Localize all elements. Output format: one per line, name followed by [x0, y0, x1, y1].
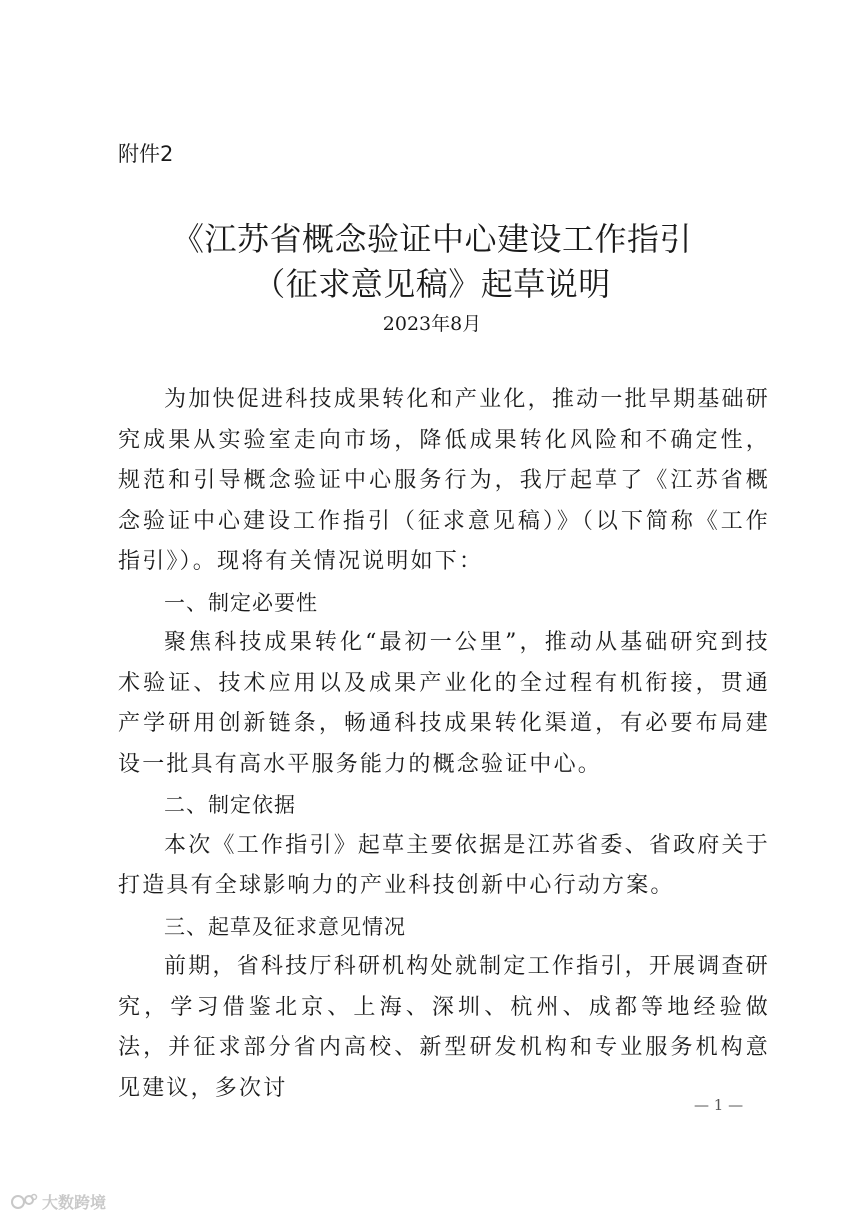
document-date: 2023年8月	[382, 313, 482, 335]
section-1-heading: 一、制定必要性	[164, 590, 318, 615]
watermark-text: 大数跨境	[42, 1193, 107, 1212]
document-title-line-2: （征求意见稿》起草说明	[253, 265, 611, 303]
section-1-paragraph: 聚焦科技成果转化“最初一公里”，推动从基础研究到技术验证、技术应用以及成果产业化的全过程有机衔接，贯通产学研用创新链条，畅通科技成果转化渠道，有必要布局建设一批具有高水平服务能力的概念验证中心。	[118, 630, 770, 777]
watermark	[10, 1190, 106, 1213]
attachment-label: 附件2	[118, 142, 174, 166]
watermark-logo-icon	[10, 1192, 38, 1212]
document-title-line-1: 《江苏省概念验证中心建设工作指引	[171, 220, 692, 258]
document-body	[118, 380, 770, 1109]
section-2-paragraph: 本次《工作指引》起草主要依据是江苏省委、省政府关于打造具有全球影响力的产业科技创新中心行动方案。	[118, 832, 770, 898]
section-3-heading: 三、起草及征求意见情况	[164, 914, 406, 939]
section-2-heading: 二、制定依据	[164, 793, 296, 817]
section-3-paragraph: 前期，省科技厅科研机构处就制定工作指引，开展调查研究，学习借鉴北京、上海、深圳、杭州、成都等地经验做法，并征求部分省内高校、新型研发机构和专业服务机构意见建议，多次讨	[118, 954, 770, 1101]
page-number: — 1 —	[694, 1096, 744, 1114]
intro-paragraph: 为加快促进科技成果转化和产业化，推动一批早期基础研究成果从实验室走向市场，降低成果转化风险和不确定性，规范和引导概念验证中心服务行为，我厅起草了《江苏省概念验证中心建设工作指引（征求意见稿）》（以下简称《工作指引》）。现将有关情况说明如下：	[118, 387, 770, 574]
